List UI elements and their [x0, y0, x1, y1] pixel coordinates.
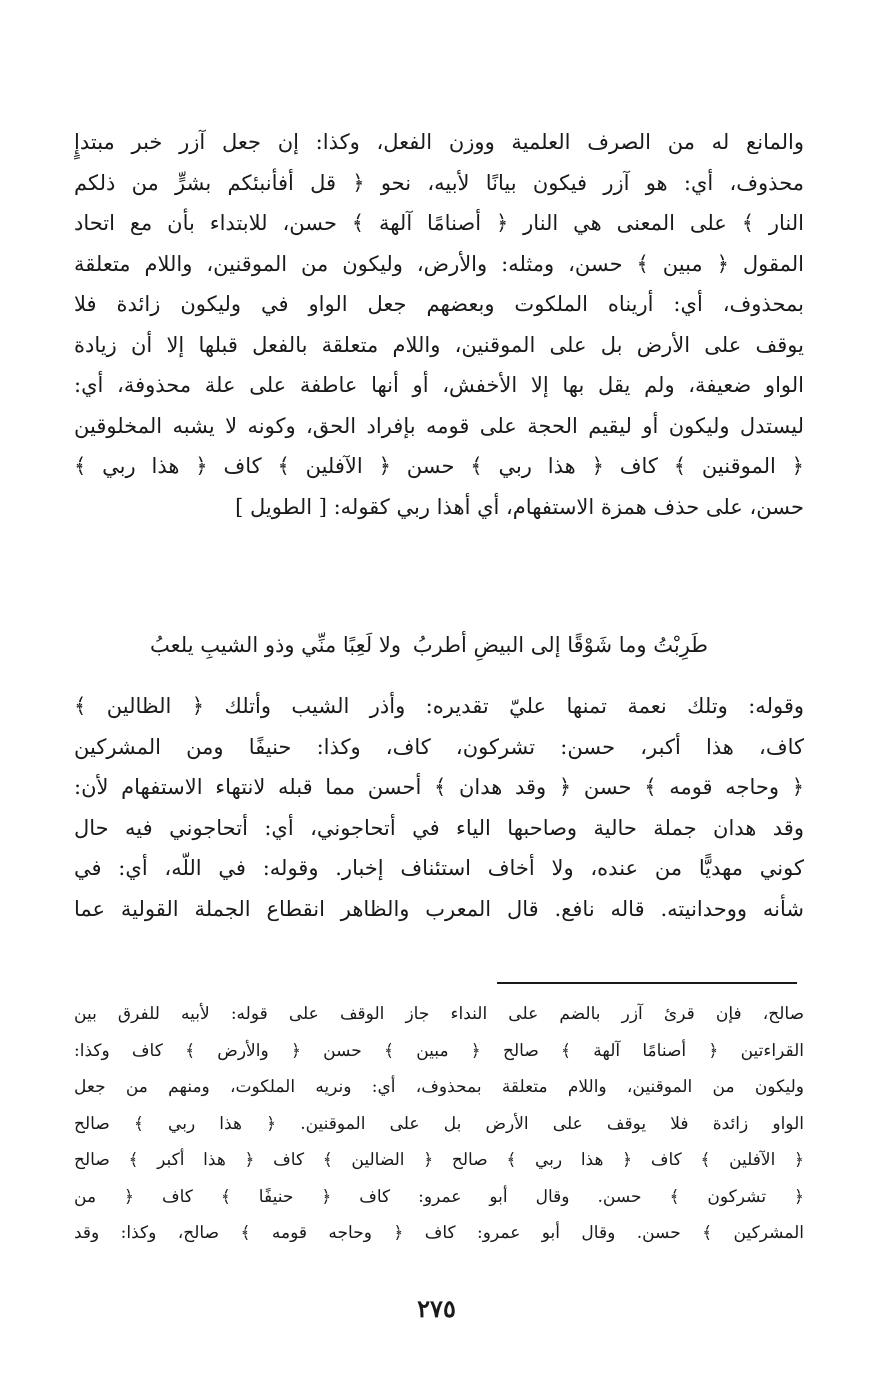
verse-first-hemistich: طَرِبْتُ وما شَوْقًا إلى البيضِ أطربُ	[412, 633, 708, 657]
footnote-separator	[497, 982, 797, 984]
text-line: حسن، على حذف همزة الاستفهام، أي أهذا ربي كقوله: [ الطويل ]	[235, 494, 804, 519]
footnote-line: الواو زائدة فلا يوقف على الأرض بل على الموقنين. ﴿ هذا ربي ﴾ صالح	[74, 1113, 804, 1134]
text-line: كوني مهديًّا من عنده، ولا أخاف استئناف إخبار. وقوله: في اللّه، أي: في	[74, 856, 804, 880]
footnote-line: ﴿ الآفلين ﴾ كاف ﴿ هذا ربي ﴾ صالح ﴿ الضالين ﴾ كاف ﴿ هذا أكبر ﴾ صالح	[74, 1150, 804, 1170]
text-line: بمحذوف، أي: أريناه الملكوت وبعضهم جعل الواو في وليكون زائدة فلا	[74, 292, 804, 316]
footnotes-block	[74, 996, 804, 1252]
footnote-line: صالح، فإن قرئ آزر بالضم على النداء جاز الوقف على قوله: لأبيه للفرق بين	[74, 1004, 804, 1024]
poetry-verse	[74, 622, 804, 668]
text-line: ﴿ الموقنين ﴾ كاف ﴿ هذا ربي ﴾ حسن ﴿ الآفلين ﴾ كاف ﴿ هذا ربي ﴾	[74, 454, 804, 478]
text-line: شأنه ووحدانيته. قاله نافع. قال المعرب والظاهر انقطاع الجملة القولية عما	[74, 896, 804, 921]
text-line: وقد هدان جملة حالية وصاحبها الياء في أتحاجوني، أي: أتحاجوني فيه حال	[74, 815, 804, 840]
text-line: يوقف على الأرض بل على الموقنين، واللام متعلقة بالفعل قبلها إلا أن زيادة	[74, 332, 804, 357]
text-line: والمانع له من الصرف العلمية ووزن الفعل، وكذا: إن جعل آزر خبر مبتدإٍ	[74, 130, 804, 154]
footnote-line: القراءتين ﴿ أصنامًا آلهة ﴾ صالح ﴿ مبين ﴾ حسن ﴿ والأرض ﴾ كاف وكذا:	[74, 1040, 804, 1061]
text-line: الواو ضعيفة، ولم يقل بها إلا الأخفش، أو أنها عاطفة على علة محذوفة، أي:	[74, 373, 804, 397]
footnote-line: ﴿ تشركون ﴾ حسن. وقال أبو عمرو: كاف ﴿ حنيفًا ﴾ كاف ﴿ من	[74, 1186, 804, 1207]
text-line: النار ﴾ على المعنى هي النار ﴿ أصنامًا آلهة ﴾ حسن، للابتداء بأن مع اتحاد	[74, 211, 804, 235]
main-text-block	[74, 122, 804, 527]
text-line: كاف، هذا أكبر، حسن: تشركون، كاف، وكذا: حنيفًا ومن المشركين	[74, 734, 804, 759]
text-line: ﴿ وحاجه قومه ﴾ حسن ﴿ وقد هدان ﴾ أحسن مما قبله لانتهاء الاستفهام لأن:	[74, 775, 804, 799]
text-line: وقوله: وتلك نعمة تمنها عليّ تقديره: وأذر الشيب وأتلك ﴿ الظالين ﴾	[74, 694, 804, 718]
verse-second-hemistich: ولا لَعِبًا منِّي وذو الشيبِ يلعبُ	[150, 633, 401, 657]
footnote-line: المشركين ﴾ حسن. وقال أبو عمرو: كاف ﴿ وحاجه قومه ﴾ صالح، وكذا: وقد	[74, 1223, 804, 1243]
text-line: محذوف، أي: هو آزر فيكون بيانًا لأبيه، نحو ﴿ قل أفأنبئكم بشرٍّ من ذلكم	[74, 170, 804, 195]
main-text-block-continued	[74, 686, 804, 929]
text-line: المقول ﴿ مبين ﴾ حسن، ومثله: والأرض، وليكون من الموقنين، واللام متعلقة	[74, 251, 804, 276]
page-number: ٢٧٥	[417, 1294, 456, 1323]
footnote-line: وليكون من الموقنين، واللام متعلقة بمحذوف، أي: ونريه الملكوت، ومنهم من جعل	[74, 1077, 804, 1097]
text-line: ليستدل وليكون أو ليقيم الحجة على قومه بإفراد الحق، وكونه لا يشبه المخلوقين	[74, 413, 804, 438]
